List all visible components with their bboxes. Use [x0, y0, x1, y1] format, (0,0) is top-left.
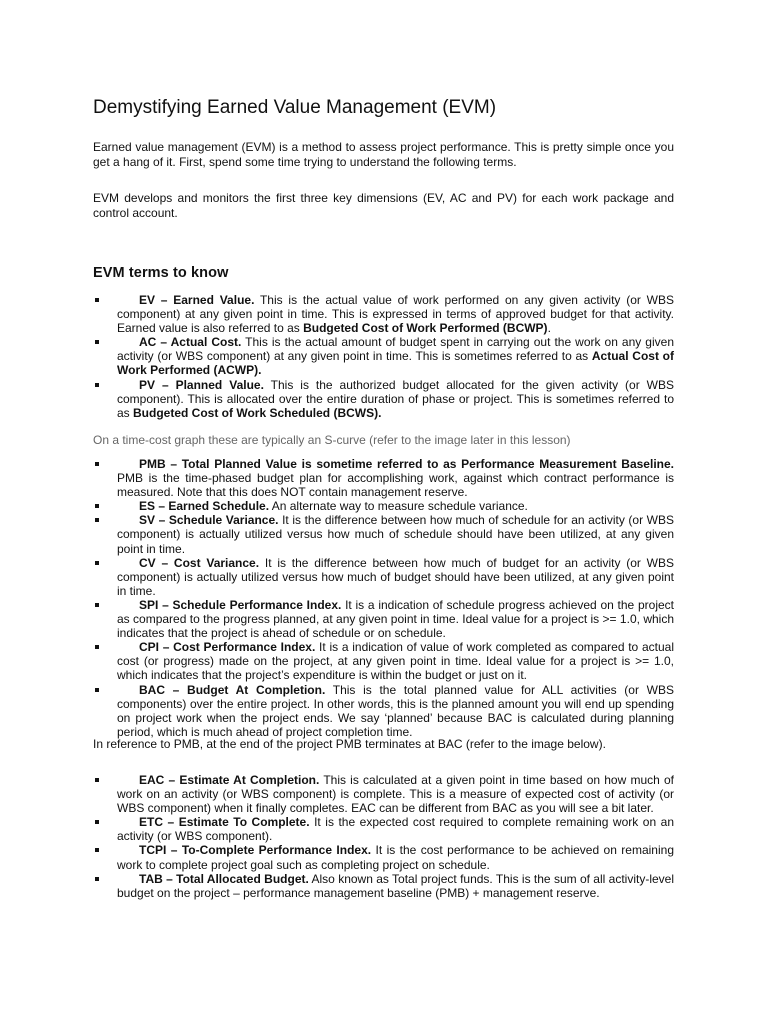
term-name: ES – Earned Schedule.	[139, 499, 270, 514]
term-text: PMB is the time-phased budget plan for accomplishing work, against which contract performance is measured. Note that this does NOT contain management reserve.	[117, 471, 674, 500]
terms-heading: EVM terms to know	[93, 265, 229, 281]
list-item	[93, 556, 674, 598]
bullet-icon	[95, 504, 99, 508]
list-item	[93, 815, 674, 843]
bullet-icon	[95, 340, 99, 344]
bullet-icon	[95, 462, 99, 466]
term-name: SV – Schedule Variance.	[139, 513, 279, 528]
term-name: CPI – Cost Performance Index.	[139, 640, 316, 655]
term-tail: .	[547, 321, 551, 336]
bullet-icon	[95, 561, 99, 565]
bullet-icon	[95, 298, 99, 302]
term-text: This is the actual amount of budget spent in carrying out the work on any given activity (or WBS component) at any given point in time. This is sometimes referred to as	[117, 335, 674, 364]
bullet-icon	[95, 645, 99, 649]
term-name: ETC – Estimate To Complete.	[139, 815, 310, 830]
term-emphasis: Budgeted Cost of Work Performed (BCWP)	[303, 321, 548, 336]
terms-list-secondary	[93, 457, 674, 739]
list-item	[93, 513, 674, 555]
list-item	[93, 293, 674, 335]
term-name: PMB – Total Planned Value is sometime referred to as Performance Measurement Baseline.	[139, 457, 674, 471]
term-text: It is the expected cost required to complete remaining work on an activity (or WBS component).	[117, 815, 674, 844]
list-item	[93, 683, 674, 739]
list-item	[93, 499, 674, 513]
list-item	[93, 872, 674, 900]
list-item	[93, 640, 674, 682]
intro-paragraph: Earned value management (EVM) is a method to assess project performance. This is pretty simple once you get a hang of it. First, spend some time trying to understand the following terms.	[93, 140, 674, 169]
bullet-icon	[95, 688, 99, 692]
term-text: This is the authorized budget allocated for the given activity (or WBS component). This is allocated over the entire duration of phase or project. This is sometimes referred to as	[117, 377, 675, 420]
list-item	[93, 378, 674, 420]
term-name: SPI – Schedule Performance Index.	[139, 597, 342, 612]
document-title: Demystifying Earned Value Management (EVM)	[93, 97, 497, 118]
list-item	[93, 773, 674, 815]
term-name: AC – Actual Cost.	[139, 335, 242, 350]
term-text: It is a indication of value of work completed as compared to actual cost (or progress) made on the project, at any given point in time. Ideal value for a project is >= 1.0, which indicates that the project’s expenditure is within the budget or just on it.	[117, 640, 674, 683]
term-emphasis: Budgeted Cost of Work Scheduled (BCWS).	[133, 405, 382, 420]
term-text: It is the difference between how much of schedule for an activity (or WBS component) is actually utilized versus how much of schedule should have been utilized, at any given point in time.	[117, 513, 674, 556]
dimensions-paragraph: EVM develops and monitors the first three key dimensions (EV, AC and PV) for each work package and control account.	[93, 191, 674, 220]
bullet-icon	[95, 383, 99, 387]
term-text: It is the difference between how much of budget for an activity (or WBS component) is actually utilized versus how much of budget should have been utilized, at any given point in time.	[117, 555, 675, 598]
term-emphasis: Actual Cost of Work Performed (ACWP).	[117, 349, 674, 378]
term-text: This is the actual value of work performed on any given activity (or WBS component) at any given point in time. This is expressed in terms of approved budget for that activity. Earned value is also referred to as	[117, 293, 674, 336]
bullet-icon	[95, 820, 99, 824]
bullet-icon	[95, 877, 99, 881]
term-name: EAC – Estimate At Completion.	[139, 773, 320, 787]
list-item	[93, 598, 674, 640]
term-text: It is a indication of schedule progress achieved on the project as compared to the progress planned, at any given point in time. Ideal value for a project is >= 1.0, which indicates that the project is ahead of schedule or on schedule.	[117, 597, 674, 641]
list-item	[93, 335, 674, 377]
term-name: BAC – Budget At Completion.	[139, 682, 326, 697]
term-name: EV – Earned Value.	[139, 293, 255, 307]
terms-list-tertiary	[93, 773, 674, 900]
term-text: An alternate way to measure schedule variance.	[269, 499, 528, 514]
bullet-icon	[95, 518, 99, 522]
term-text: This is calculated at a given point in time based on how much of work on an activity (or WBS component) is complete. This is a measure of expected cost of activity (or WBS component) when it finally completes. EAC can be different from BAC as you will see a bit later.	[117, 773, 674, 816]
term-name: CV – Cost Variance.	[139, 555, 260, 570]
term-name: PV – Planned Value.	[139, 377, 264, 392]
bullet-icon	[95, 603, 99, 607]
term-text: Also known as Total project funds. This is the sum of all activity-level budget on the project – performance management baseline (PMB) + management reserve.	[117, 871, 675, 900]
list-item	[93, 457, 674, 499]
pmb-reference: In reference to PMB, at the end of the project PMB terminates at BAC (refer to the image below).	[93, 737, 606, 751]
scurve-note: On a time-cost graph these are typically an S-curve (refer to the image later in this lesson)	[93, 433, 571, 447]
term-name: TCPI – To-Complete Performance Index.	[139, 843, 372, 858]
bullet-icon	[95, 848, 99, 852]
bullet-icon	[95, 778, 99, 782]
term-name: TAB – Total Allocated Budget.	[139, 871, 309, 886]
terms-list-primary	[93, 293, 674, 420]
term-text: This is the total planned value for ALL activities (or WBS components) over the entire project. In other words, this is the planned amount you will end up spending on project work when the project ends. We say ‘planned’ because BAC is calculated during planning period, which is much ahead of project completion time.	[117, 682, 674, 739]
term-text: It is the cost performance to be achieved on remaining work to complete project goal such as completing project on schedule.	[117, 843, 674, 872]
list-item	[93, 843, 674, 871]
